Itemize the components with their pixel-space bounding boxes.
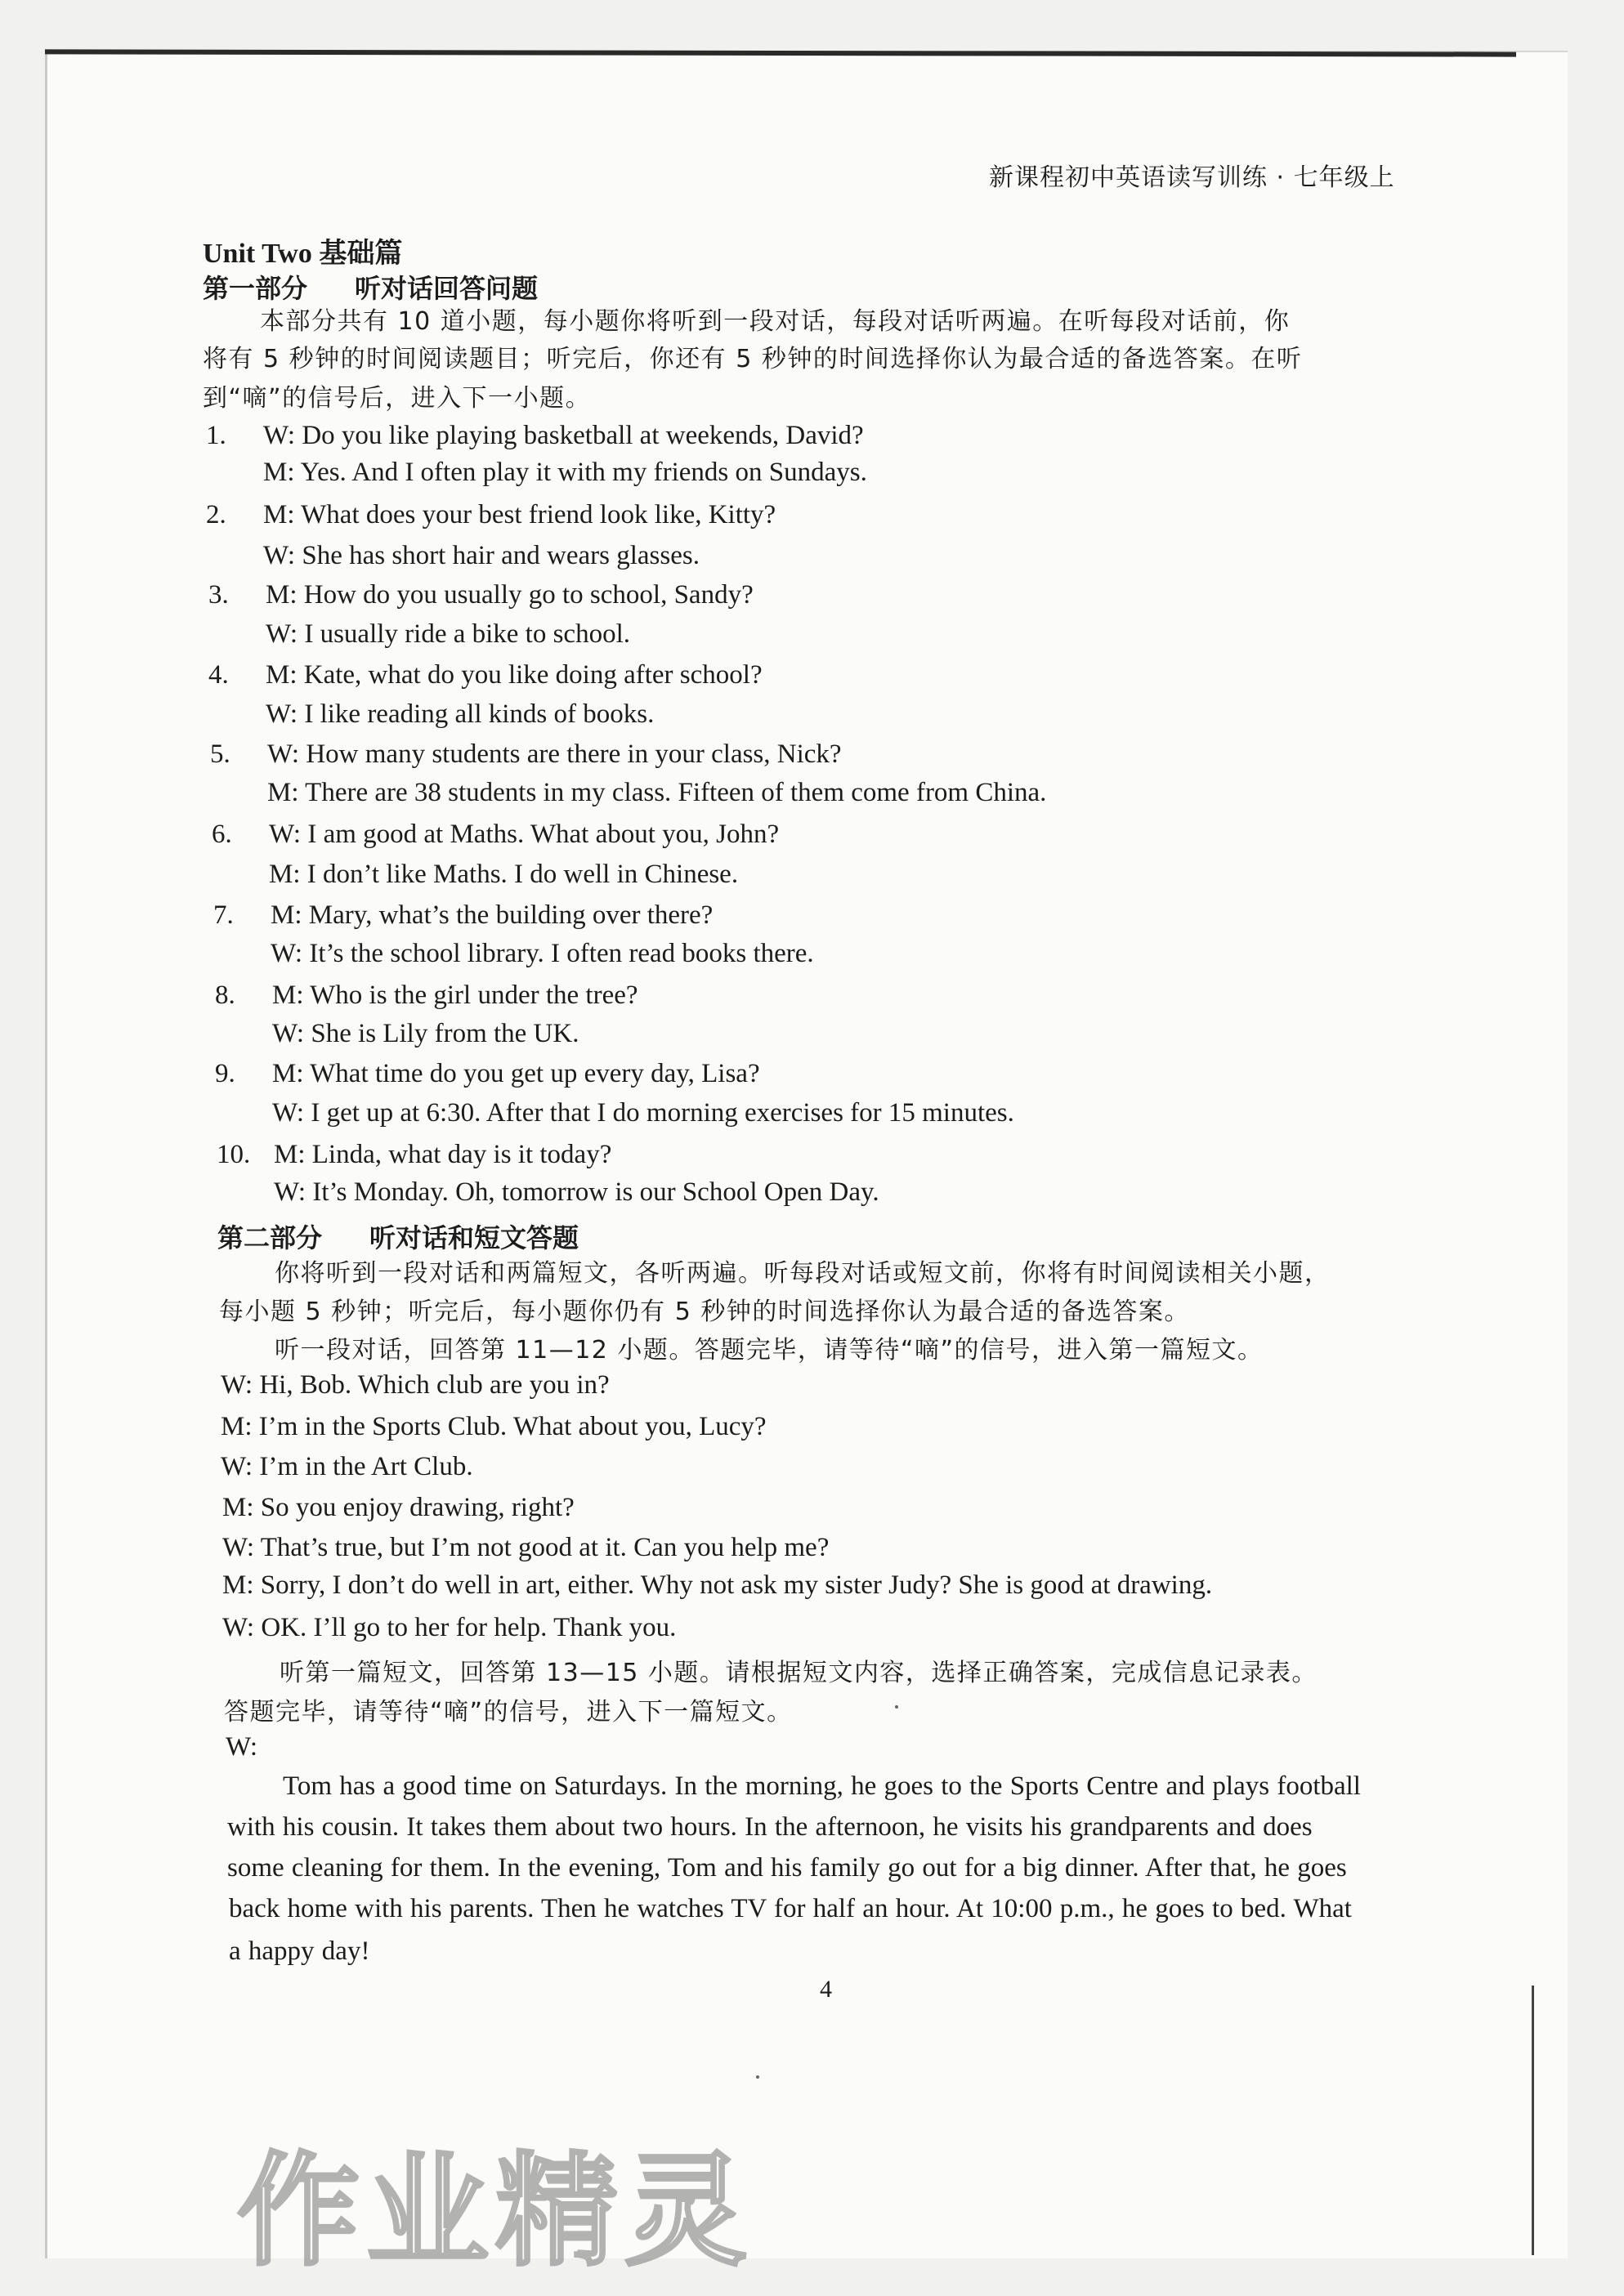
passage-line: back home with his parents. Then he watches TV for half an hour. At 10:00 p.m., he goes to bed. What	[229, 1894, 1352, 1923]
passage-line: with his cousin. It takes them about two hours. In the afternoon, he visits his grandparents and does	[227, 1812, 1313, 1842]
dialogue-line: W: I’m in the Art Club.	[221, 1452, 473, 1481]
dialogue-item	[208, 580, 754, 610]
part1-instruction-line: 到“嘀”的信号后，进入下一小题。	[203, 384, 592, 413]
dialogue-line: W: She has short hair and wears glasses.	[263, 541, 700, 570]
dialogue-item	[215, 1059, 760, 1089]
dialogue-line: W: OK. I’ll go to her for help. Thank you.	[222, 1613, 677, 1642]
part2-instruction-line: 每小题 5 秒钟；听完后，每小题你仍有 5 秒钟的时间选择你认为最合适的备选答案。	[219, 1298, 1190, 1326]
dialogue-item	[217, 1140, 611, 1170]
dialogue-line: W: It’s Monday. Oh, tomorrow is our School Open Day.	[274, 1177, 879, 1207]
dialogue-line: M: I’m in the Sports Club. What about you, Lucy?	[221, 1412, 767, 1441]
watermark-logo: 作业精灵	[237, 2141, 754, 2283]
dialogue-line: W: How many students are there in your class, Nick?	[267, 739, 842, 769]
dialogue-line: M: Who is the girl under the tree?	[272, 980, 638, 1010]
dialogue-line: M: There are 38 students in my class. Fifteen of them come from China.	[267, 778, 1047, 807]
dialogue-line: M: Sorry, I don’t do well in art, either. Why not ask my sister Judy? She is good at drawing.	[222, 1570, 1213, 1600]
dialogue-intro: 听一段对话，回答第 11—12 小题。答题完毕，请等待“嘀”的信号，进入第一篇短文。	[275, 1336, 1264, 1365]
passage-line: some cleaning for them. In the evening, Tom and his family go out for a big dinner. After that, he goes	[227, 1853, 1347, 1883]
dialogue-item	[212, 820, 779, 850]
question-number: 8.	[215, 980, 235, 1010]
dialogue-item	[215, 980, 638, 1011]
dialogue-line: M: Mary, what’s the building over there?	[271, 900, 714, 930]
dialogue-line: W: I get up at 6:30. After that I do morning exercises for 15 minutes.	[272, 1098, 1014, 1128]
dialogue-line: W: It’s the school library. I often read books there.	[271, 939, 814, 968]
dialogue-line: M: Kate, what do you like doing after school?	[266, 660, 763, 690]
right-border-rule	[1532, 1986, 1534, 2255]
question-number: 2.	[206, 500, 226, 529]
dialogue-line: M: How do you usually go to school, Sandy?	[266, 580, 754, 610]
question-number: 6.	[212, 820, 232, 849]
dialogue-item	[206, 421, 864, 451]
question-number: 3.	[208, 580, 229, 610]
question-number: 4.	[208, 660, 229, 690]
passage-intro-line: 答题完毕，请等待“嘀”的信号，进入下一篇短文。	[224, 1698, 793, 1726]
dialogue-line: W: She is Lily from the UK.	[272, 1019, 579, 1048]
dialogue-line: M: What does your best friend look like, Kitty?	[263, 500, 776, 529]
question-number: 9.	[215, 1059, 235, 1088]
dialogue-line: W: I usually ride a bike to school.	[266, 619, 630, 649]
stray-mark	[756, 2075, 759, 2079]
dialogue-line: M: So you enjoy drawing, right?	[222, 1493, 575, 1522]
part1-instruction-line: 本部分共有 10 道小题，每小题你将听到一段对话，每段对话听两遍。在听每段对话前，你	[260, 307, 1291, 336]
dialogue-line: W: Hi, Bob. Which club are you in?	[221, 1370, 610, 1400]
dialogue-line: W: I am good at Maths. What about you, John?	[269, 820, 780, 849]
part2-title: 听对话和短文答题	[369, 1222, 579, 1253]
dialogue-item	[210, 739, 842, 770]
dialogue-line: M: Yes. And I often play it with my friends on Sundays.	[263, 458, 867, 487]
question-number: 7.	[213, 900, 234, 930]
question-number: 5.	[210, 739, 230, 769]
passage-speaker: W:	[226, 1732, 258, 1762]
dialogue-line: W: Do you like playing basketball at weekends, David?	[263, 421, 864, 450]
question-number: 1.	[206, 421, 226, 450]
dialogue-item	[208, 660, 763, 690]
dialogue-line: M: Linda, what day is it today?	[274, 1140, 612, 1169]
part1-label: 第一部分	[203, 273, 308, 304]
passage-line: a happy day!	[229, 1936, 370, 1966]
dialogue-line: W: I like reading all kinds of books.	[266, 699, 655, 729]
dialogue-item	[206, 500, 776, 530]
dialogue-line: M: I don’t like Maths. I do well in Chinese.	[269, 860, 739, 889]
passage-intro-line: 听第一篇短文，回答第 13—15 小题。请根据短文内容，选择正确答案，完成信息记录表。	[280, 1659, 1318, 1687]
running-header: 新课程初中英语读写训练 · 七年级上	[989, 163, 1395, 192]
question-number: 10.	[217, 1140, 251, 1169]
unit-title: Unit Two 基础篇	[203, 239, 403, 269]
stray-mark	[895, 1705, 898, 1709]
part2-heading	[217, 1217, 579, 1255]
part2-instruction-line: 你将听到一段对话和两篇短文，各听两遍。听每段对话或短文前，你将有时间阅读相关小题，	[275, 1259, 1331, 1288]
page-number: 4	[820, 1976, 832, 2003]
dialogue-line: M: What time do you get up every day, Lisa?	[272, 1059, 760, 1088]
part1-instruction-line: 将有 5 秒钟的时间阅读题目；听完后，你还有 5 秒钟的时间选择你认为最合适的备选答案。在听	[203, 345, 1303, 373]
dialogue-line: W: That’s true, but I’m not good at it. Can you help me?	[222, 1533, 830, 1562]
part2-label: 第二部分	[217, 1222, 323, 1253]
passage-line: Tom has a good time on Saturdays. In the morning, he goes to the Sports Centre and plays football	[283, 1771, 1361, 1801]
dialogue-item	[213, 900, 713, 931]
part1-title: 听对话回答问题	[355, 273, 539, 304]
